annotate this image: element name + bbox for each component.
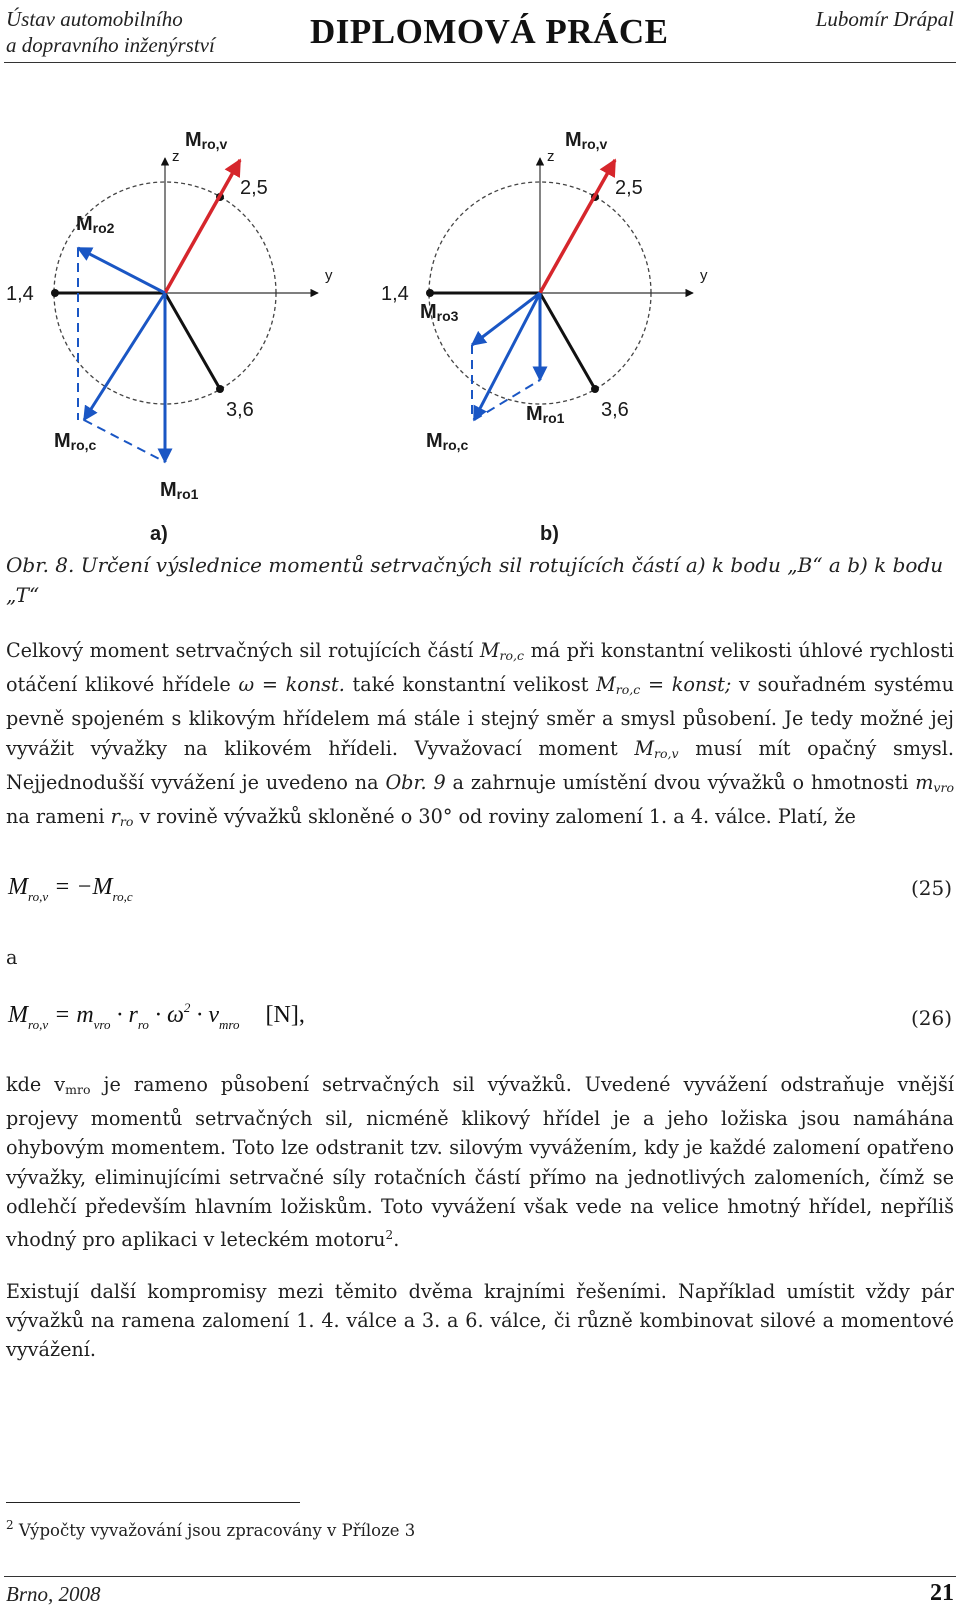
crank-3-6-point: [591, 385, 599, 393]
crank-3-6: [165, 293, 220, 389]
footnote-divider: [6, 1502, 300, 1503]
equation-26: $M_{ro,v} = m_{vro} \cdot r_{ro} \cdot \omega^2 \cdot v_{mro}$ [N],: [8, 1000, 305, 1032]
vector-mrov: [165, 160, 240, 293]
crank-label-2-5: 2,5: [615, 177, 643, 199]
footnote-reference[interactable]: 2: [385, 1228, 394, 1243]
diagram-panel-b: [381, 129, 708, 545]
page-number: 21: [930, 1580, 954, 1606]
crank-1-4-point: [426, 289, 434, 297]
paragraph-1: Celkový moment setrvačných sil rotujících částí $M_{ro,c}$ má při konstantní velikosti úhlové rychlosti otáčení klikové hřídele ω = konst. také konstantní velikost $M_{ro,c}$ = konst; v souřadném systému pevně spojeném s klikovým hřídelem má stále i stejný směr a smysl působení. Je tedy možné jej vyvážit vývažky na klikovém hřídeli. Vyvažovací moment $M_{ro,v}$ musí mít opačný smysl. Nejjednodušší vyvážení je uvedeno na Obr. 9 a zahrnuje umístění dvou vývažků o hmotnosti $m_{vro}$ na rameni $r_{ro}$ v rovině vývažků skloněné o 30° od roviny zalomení 1. a 4. válce. Platí, že: [6, 639, 955, 830]
figure-caption: Obr. 8. Určení výslednice momentů setrvačných sil rotujících částí a) k bodu „B“ a b) k bodu „T“: [6, 553, 944, 607]
figure-reference: Obr. 9: [385, 770, 446, 794]
crank-label-1-4: 1,4: [381, 283, 409, 305]
vector-label-mro1: Mro1: [160, 479, 199, 502]
vector-label-mroc: Mro,c: [54, 430, 97, 453]
axis-y-label: y: [700, 267, 708, 284]
crank-label-3-6: 3,6: [226, 399, 254, 421]
axis-z-label: z: [547, 148, 555, 165]
axis-z-label: z: [172, 148, 180, 165]
vector-mrov: [540, 160, 615, 293]
crank-1-4-point: [51, 289, 59, 297]
vector-label-mrov: Mro,v: [565, 129, 608, 152]
equation-25-number: (25): [910, 876, 952, 900]
crank-3-6-point: [216, 385, 224, 393]
panel-label-a: a): [150, 523, 168, 545]
crank-label-2-5: 2,5: [240, 177, 268, 199]
vector-diagram-figure: [0, 110, 960, 550]
header-institute: [6, 6, 215, 58]
crank-label-3-6: 3,6: [601, 399, 629, 421]
equation-25: $M_{ro,v} = -M_{ro,c}$: [8, 874, 133, 904]
panel-label-b: b): [540, 523, 559, 545]
paragraph-3: Existují další kompromisy mezi těmito dvěma krajními řešeními. Například umístit vždy pár vývažků na ramena zalomení 1. 4. válce a 3. a 6. válce, či různě kombinovat silové a momentové vyvážení.: [6, 1280, 954, 1362]
axis-y-label: y: [325, 267, 333, 284]
header-title: DIPLOMOVÁ PRÁCE: [310, 12, 669, 51]
vector-label-mrov: Mro,v: [185, 129, 228, 152]
crank-3-6: [540, 293, 595, 389]
vector-label-mroc: Mro,c: [426, 430, 469, 453]
paragraph-2: kde vmro je rameno působení setrvačných sil vývažků. Uvedené vyvážení odstraňuje vnější projevy momentů setrvačných sil, nicméně klikový hřídel je a jeho ložiska jsou namáhána ohybovým momentem. Toto lze odstranit tzv. silovým vyvážením, kdy je každé zalomení opatřeno vývažky, eliminujícími setrvačné síly rotačních částí přímo na jednotlivých zalomeních, čímž se odlehčí především hlavním ložiskům. Toto vyvážení však vede na velice hmotný hřídel, nepříliš vhodný pro aplikaci v leteckém motoru$^2$.: [6, 1073, 954, 1252]
equation-26-number: (26): [910, 1006, 952, 1030]
vector-mroc: [84, 293, 165, 420]
vector-label-mro3: Mro3: [420, 301, 459, 324]
connector-word: a: [6, 946, 18, 969]
vector-label-mro1: Mro1: [526, 403, 565, 426]
footer-place-year: Brno, 2008: [6, 1582, 101, 1606]
header-institute-line2: a dopravního inženýrství: [6, 33, 215, 57]
header-institute-line1: Ústav automobilního: [6, 7, 183, 31]
footer-divider: [4, 1576, 956, 1577]
diagram-panel-a: [6, 129, 333, 545]
vector-mro2: [78, 248, 165, 293]
vector-label-mro2: Mro2: [76, 213, 115, 236]
header-author: Lubomír Drápal: [815, 7, 954, 31]
header-divider: [4, 62, 956, 63]
crank-label-1-4: 1,4: [6, 283, 34, 305]
vector-mro3: [472, 293, 540, 345]
footnote: $^2$ Výpočty vyvažování jsou zpracovány v Příloze 3: [6, 1518, 416, 1540]
